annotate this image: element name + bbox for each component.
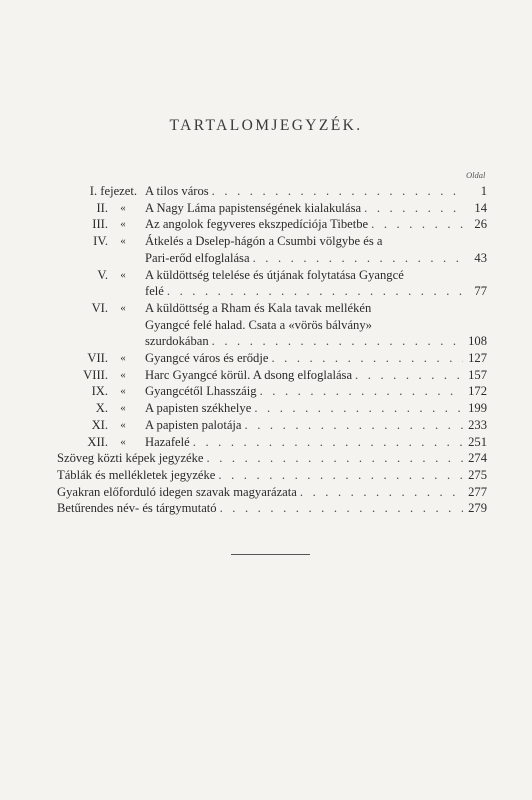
page-title: TARTALOMJEGYZÉK. <box>169 117 363 134</box>
page-column-header: Oldal <box>466 170 486 180</box>
chapter-number: IX. <box>91 384 108 399</box>
chapter-title-line <box>145 183 463 199</box>
appendix-line <box>57 467 463 483</box>
page-number: 275 <box>468 467 487 482</box>
page-number: 127 <box>468 351 487 365</box>
chapter-title-line: Gyangcé felé halad. Csata a «vörös bálvány» <box>145 317 372 332</box>
chapter-number: VIII. <box>83 367 108 382</box>
chapter-title: Az angolok fegyveres ekszpedíciója Tibetbe <box>145 217 369 232</box>
chapter-title: A tilos város <box>145 184 209 198</box>
page-number: 1 <box>480 184 487 198</box>
chapter-title: A papisten palotája <box>145 417 242 432</box>
chapter-title: Hazafelé <box>145 434 190 449</box>
chapter-title-line <box>145 283 463 299</box>
dot-leader <box>271 350 463 366</box>
dot-leader <box>207 450 463 466</box>
chapter-title: Gyangcé város és erődje <box>145 351 269 365</box>
chapter-title-line: A küldöttség a Rham és Kala tavak mellékén <box>145 300 372 315</box>
chapter-title-line <box>145 383 463 399</box>
appendix-line <box>57 450 463 466</box>
chapter-title-line <box>145 434 463 450</box>
ditto-mark: « <box>120 268 126 281</box>
page-number: 172 <box>468 384 487 399</box>
ditto-mark: « <box>120 402 126 415</box>
end-rule <box>231 554 310 555</box>
appendix-title: Táblák és mellékletek jegyzéke <box>57 467 216 482</box>
chapter-title: felé <box>145 284 164 299</box>
page-number: 199 <box>468 401 487 416</box>
page-number: 108 <box>468 334 487 349</box>
ditto-mark: « <box>120 385 126 398</box>
chapter-number: II. <box>96 200 108 215</box>
chapter-title-line <box>145 367 463 383</box>
ditto-mark: « <box>120 368 126 381</box>
dot-leader <box>245 417 463 433</box>
appendix-title: Szöveg közti képek jegyzéke <box>57 451 204 466</box>
page-number: 233 <box>468 417 487 432</box>
chapter-number: VI. <box>91 300 108 315</box>
dot-leader <box>167 283 463 299</box>
chapter-number: V. <box>97 267 108 282</box>
chapter-title-line <box>145 200 463 216</box>
chapter-title: szurdokában <box>145 334 209 349</box>
chapter-number: XI. <box>91 417 108 432</box>
ditto-mark: « <box>120 301 126 314</box>
appendix-title: Gyakran előforduló idegen szavak magyarázata <box>57 484 297 499</box>
chapter-number: I. fejezet. <box>89 184 137 198</box>
chapter-title: Gyangcétől Lhasszáig <box>145 384 257 399</box>
chapter-number: III. <box>92 217 108 232</box>
chapter-title-line <box>145 216 463 232</box>
chapter-title: A papisten székhelye <box>145 401 252 416</box>
chapter-title-line <box>145 350 463 366</box>
appendix-title: Betűrendes név- és tárgymutató <box>57 501 217 516</box>
chapter-title-line: Átkelés a Dselep-hágón a Csumbi völgybe és a <box>145 234 383 249</box>
ditto-mark: « <box>120 201 126 214</box>
dot-leader <box>212 333 463 349</box>
ditto-mark: « <box>120 218 126 231</box>
chapter-number: XII. <box>87 434 108 449</box>
dot-leader <box>220 500 463 516</box>
dot-leader <box>218 467 463 483</box>
chapter-title-line <box>145 250 463 266</box>
appendix-line <box>57 500 463 516</box>
page-number: 277 <box>468 484 487 499</box>
chapter-title-line <box>145 400 463 416</box>
chapter-title-line: A küldöttség telelése és útjának folytatása Gyangcé <box>145 267 404 282</box>
dot-leader <box>193 434 463 450</box>
dot-leader <box>260 383 463 399</box>
page-number: 157 <box>468 367 487 382</box>
appendix-line <box>57 484 463 500</box>
chapter-title: Harc Gyangcé körül. A dsong elfoglalása <box>145 367 353 382</box>
page-number: 43 <box>474 250 487 265</box>
dot-leader <box>300 484 463 500</box>
chapter-title: Pari-erőd elfoglalása <box>145 250 250 265</box>
dot-leader <box>212 183 463 199</box>
page-number: 279 <box>468 501 487 516</box>
chapter-title-line <box>145 417 463 433</box>
dot-leader <box>254 400 463 416</box>
dot-leader <box>253 250 463 266</box>
page-number: 26 <box>474 217 487 232</box>
ditto-mark: « <box>120 418 126 431</box>
ditto-mark: « <box>120 435 126 448</box>
page-number: 14 <box>474 200 487 215</box>
chapter-number: VII. <box>87 351 108 365</box>
chapter-title: A Nagy Láma papistenségének kialakulása <box>145 200 362 215</box>
page-number: 251 <box>468 434 487 449</box>
page-number: 274 <box>468 451 487 466</box>
chapter-number: IV. <box>93 234 108 249</box>
page-number: 77 <box>474 284 487 299</box>
chapter-number: X. <box>95 401 108 416</box>
ditto-mark: « <box>120 352 126 364</box>
ditto-mark: « <box>120 235 126 248</box>
chapter-title-line <box>145 333 463 349</box>
